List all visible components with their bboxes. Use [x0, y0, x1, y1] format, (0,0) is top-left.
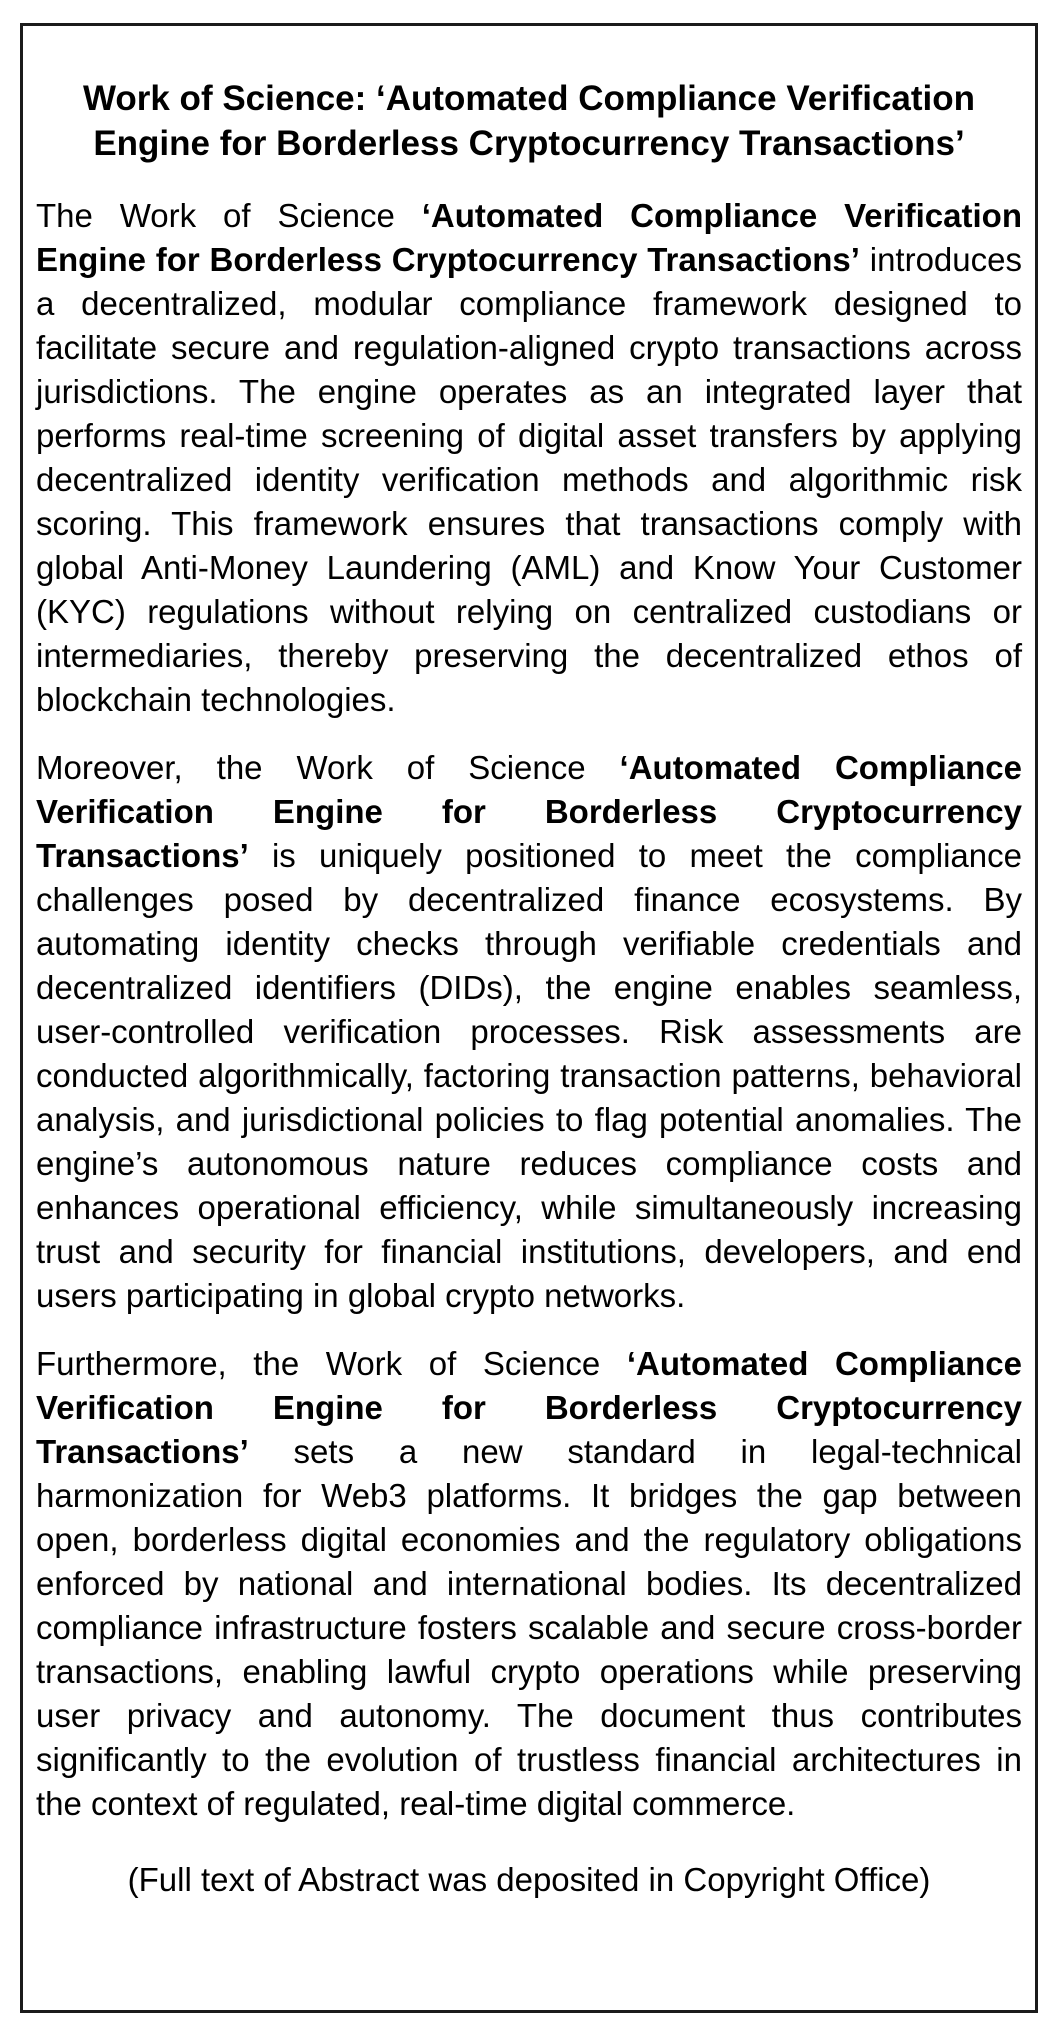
abstract-paragraph: Furthermore, the Work of Science ‘Automated Compliance Verification Engine for Borderless Cryptocurrency Transactions’ sets a new standard in legal-technical harmonization for Web3 platforms. It bridges the gap between open, borderless digital economies and the regulatory obligations enforced by national and international bodies. Its decentralized compliance infrastructure fosters scalable and secure cross-border transactions, enabling lawful crypto operations while preserving user privacy and autonomy. The document thus contributes significantly to the evolution of trustless financial architectures in the context of regulated, real-time digital commerce. [36, 1345, 1022, 1822]
document-frame [20, 23, 1038, 2013]
deposit-note: (Full text of Abstract was deposited in Copyright Office) [127, 1861, 931, 1898]
abstract-paragraphs [36, 194, 1022, 1826]
document-title: Work of Science: ‘Automated Compliance Verification Engine for Borderless Cryptocurrency Transactions’ [82, 79, 976, 163]
abstract-paragraph: Moreover, the Work of Science ‘Automated Compliance Verification Engine for Borderless Cryptocurrency Transactions’ is uniquely positioned to meet the compliance challenges posed by decentralized finance ecosystems. By automating identity checks through verifiable credentials and decentralized identifiers (DIDs), the engine enables seamless, user-controlled verification processes. Risk assessments are conducted algorithmically, factoring transaction patterns, behavioral analysis, and jurisdictional policies to flag potential anomalies. The engine’s autonomous nature reduces compliance costs and enhances operational efficiency, while simultaneously increasing trust and security for financial institutions, developers, and end users participating in global crypto networks. [36, 749, 1022, 1314]
abstract-paragraph: The Work of Science ‘Automated Compliance Verification Engine for Borderless Cryptocurrency Transactions’ introduces a decentralized, modular compliance framework designed to facilitate secure and regulation-aligned crypto transactions across jurisdictions. The engine operates as an integrated layer that performs real-time screening of digital asset transfers by applying decentralized identity verification methods and algorithmic risk scoring. This framework ensures that transactions comply with global Anti-Money Laundering (AML) and Know Your Customer (KYC) regulations without relying on centralized custodians or intermediaries, thereby preserving the decentralized ethos of blockchain technologies. [36, 197, 1022, 718]
